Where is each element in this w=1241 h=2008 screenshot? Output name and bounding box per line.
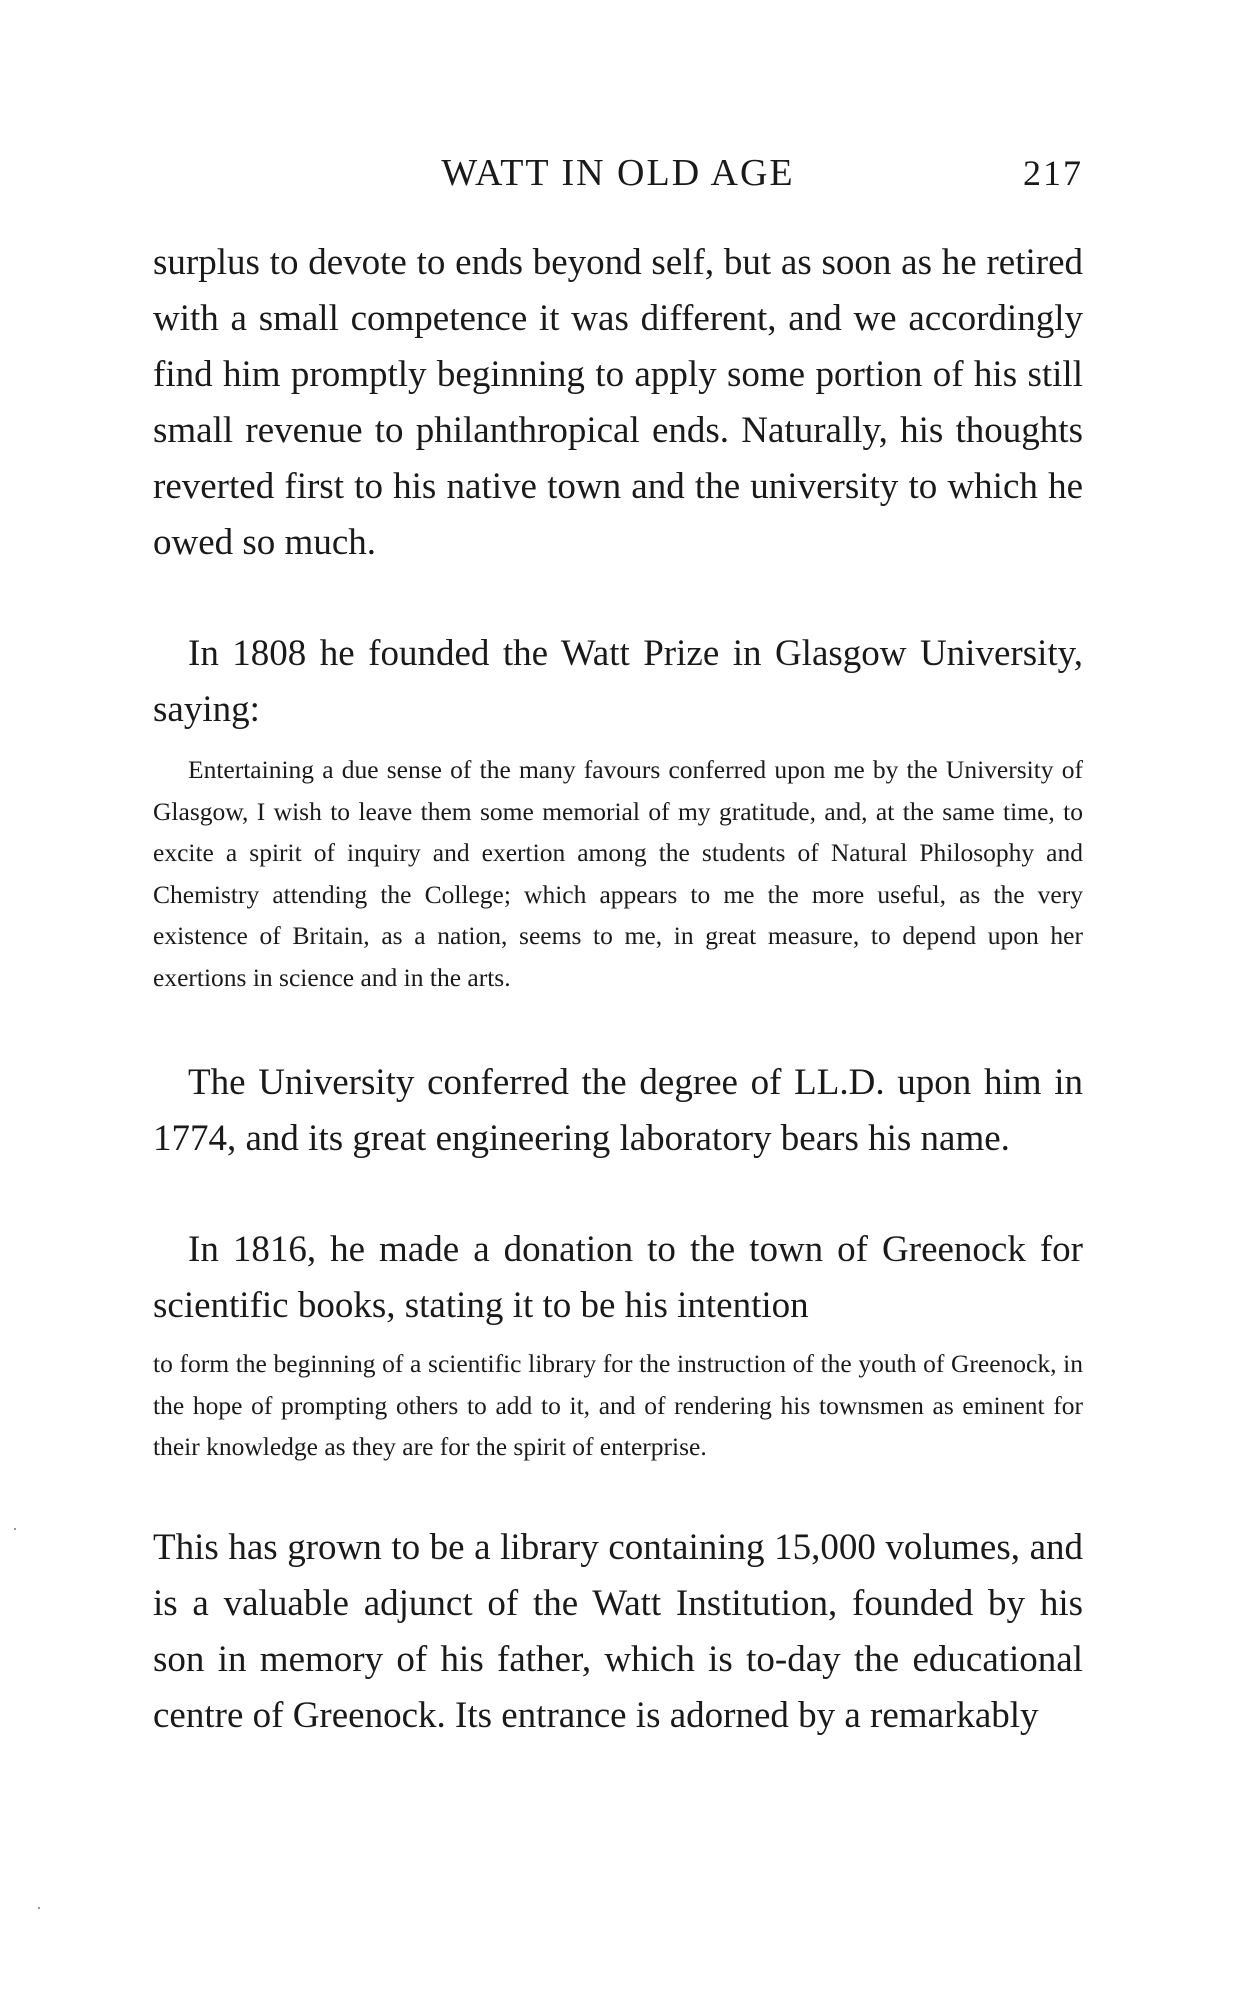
- paragraph-watt-prize: [153, 626, 1083, 738]
- paragraph-text: In 1816, he made a donation to the town of Greenock for scientific books, stating it to be his intention: [153, 1229, 1083, 1326]
- paragraph-text: surplus to devote to ends beyond self, but as soon as he retired with a small competence it was different, and we accordingly find him promptly beginning to apply some portion of his still small revenue to philanthropical ends. Naturally, his thoughts reverted first to his native town and the university to which he owed so much.: [153, 242, 1083, 563]
- paragraph-library: [153, 1520, 1083, 1744]
- paragraph-continuation: [153, 235, 1083, 571]
- quotation-glasgow: [153, 749, 1083, 998]
- paragraph-lld-degree: [153, 1055, 1083, 1167]
- running-title: WATT IN OLD AGE: [441, 152, 795, 194]
- page-number: 217: [1023, 153, 1083, 193]
- paragraph-greenock-donation: [153, 1222, 1083, 1334]
- paragraph-text: In 1808 he founded the Watt Prize in Glasgow University, saying:: [153, 633, 1083, 730]
- scan-speck: [14, 1528, 16, 1530]
- quotation-text: Entertaining a due sense of the many favours conferred upon me by the University of Glasgow, I wish to leave them some memorial of my gratitude, and, at the same time, to excite a spirit of inquiry and exertion among the students of Natural Philosophy and Chemistry attending the College; which appears to me the more useful, as the very existence of Britain, as a nation, seems to me, in great measure, to depend upon her exertions in science and in the arts.: [153, 755, 1083, 992]
- paragraph-text: The University conferred the degree of LL.D. upon him in 1774, and its great engineering laboratory bears his name.: [153, 1062, 1083, 1159]
- quotation-greenock: [153, 1343, 1083, 1468]
- quotation-text: to form the beginning of a scientific library for the instruction of the youth of Greenock, in the hope of prompting others to add to it, and of rendering his townsmen as eminent for their knowledge as they are for the spirit of enterprise.: [153, 1349, 1083, 1461]
- scan-speck: [38, 1907, 40, 1909]
- paragraph-text: This has grown to be a library containing 15,000 volumes, and is a valuable adjunct of the Watt Institution, founded by his son in memory of his father, which is to-day the educational centre of Greenock. Its entrance is adorned by a remarkably: [153, 1527, 1083, 1736]
- running-head: [153, 148, 1083, 198]
